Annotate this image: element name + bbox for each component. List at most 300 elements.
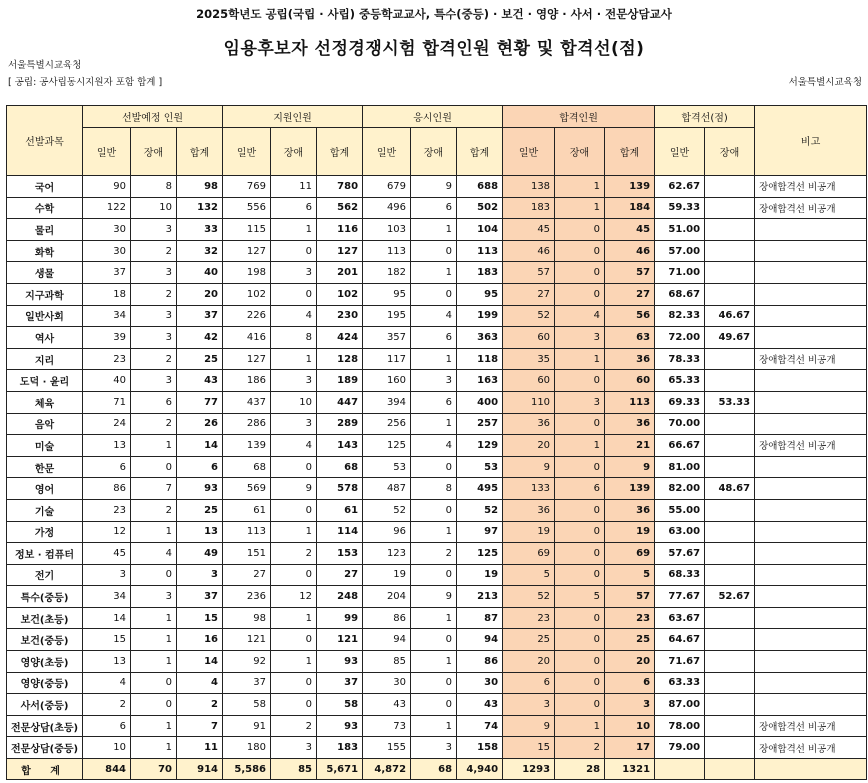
- cell-takers-total: 118: [457, 348, 503, 370]
- cell-cutoff-disabled: [705, 413, 755, 435]
- cell-takers-total: 97: [457, 521, 503, 543]
- cell-remarks: [755, 478, 867, 500]
- cell-applicants-total: 578: [317, 478, 363, 500]
- cell-passers-total: 5: [605, 564, 655, 586]
- cell-planned-general: 18: [83, 283, 131, 305]
- cell-takers-disabled: 1: [411, 413, 457, 435]
- cell-remarks: [755, 219, 867, 241]
- cell-passers-disabled: 3: [555, 327, 605, 349]
- cell-cutoff-general: 78.00: [655, 715, 705, 737]
- cell-cutoff-general: 55.00: [655, 499, 705, 521]
- cell-applicants-general: 92: [223, 651, 271, 673]
- table-row: [7, 651, 867, 673]
- cell-takers-general: 204: [363, 586, 411, 608]
- cell-planned-total: 49: [177, 543, 223, 565]
- cell-cutoff-disabled: [705, 348, 755, 370]
- cell-passers-general: 183: [503, 197, 555, 219]
- cell-planned-disabled: 3: [131, 370, 177, 392]
- top-title: 2025학년도 공립(국립 · 사립) 중등학교교사, 특수(중등) · 보건 · 영양 · 사서 · 전문상담교사: [196, 7, 672, 21]
- cell-takers-total: 19: [457, 564, 503, 586]
- cell-takers-disabled: 0: [411, 240, 457, 262]
- cell-cutoff-disabled: [705, 672, 755, 694]
- cell-cutoff-disabled: [705, 283, 755, 305]
- cell-applicants-disabled: 4: [271, 305, 317, 327]
- cell-applicants-general: 226: [223, 305, 271, 327]
- cell-planned-general: 844: [83, 759, 131, 780]
- cell-takers-disabled: 4: [411, 305, 457, 327]
- cell-planned-general: 10: [83, 737, 131, 759]
- table-row: [7, 564, 867, 586]
- cell-planned-disabled: 2: [131, 348, 177, 370]
- cell-passers-disabled: 0: [555, 651, 605, 673]
- table-row: [7, 586, 867, 608]
- cell-subject: 역사: [7, 327, 83, 349]
- cell-passers-total: 21: [605, 435, 655, 457]
- cell-remarks: [755, 327, 867, 349]
- cell-cutoff-general: 63.33: [655, 672, 705, 694]
- cell-passers-disabled: 0: [555, 370, 605, 392]
- cell-takers-disabled: 6: [411, 327, 457, 349]
- cell-takers-disabled: 1: [411, 651, 457, 673]
- cell-planned-disabled: 2: [131, 499, 177, 521]
- cell-planned-total: 37: [177, 305, 223, 327]
- cell-passers-disabled: 0: [555, 543, 605, 565]
- cell-remarks: [755, 391, 867, 413]
- cell-planned-disabled: 0: [131, 694, 177, 716]
- cell-cutoff-general: 87.00: [655, 694, 705, 716]
- cell-remarks: [755, 262, 867, 284]
- cell-cutoff-general: 71.67: [655, 651, 705, 673]
- cell-passers-general: 3: [503, 694, 555, 716]
- cell-applicants-general: 286: [223, 413, 271, 435]
- cell-planned-total: 98: [177, 176, 223, 198]
- cell-passers-disabled: 0: [555, 672, 605, 694]
- cell-passers-total: 113: [605, 391, 655, 413]
- cell-planned-total: 16: [177, 629, 223, 651]
- cell-applicants-total: 447: [317, 391, 363, 413]
- cell-takers-total: 95: [457, 283, 503, 305]
- cell-passers-total: 27: [605, 283, 655, 305]
- cell-planned-general: 30: [83, 219, 131, 241]
- cell-takers-disabled: 3: [411, 737, 457, 759]
- cell-planned-general: 90: [83, 176, 131, 198]
- cell-remarks: [755, 499, 867, 521]
- cell-takers-disabled: 1: [411, 607, 457, 629]
- cell-takers-disabled: 0: [411, 283, 457, 305]
- cell-applicants-disabled: 3: [271, 737, 317, 759]
- cell-planned-disabled: 1: [131, 651, 177, 673]
- cell-applicants-disabled: 12: [271, 586, 317, 608]
- cell-planned-total: 2: [177, 694, 223, 716]
- cell-passers-disabled: 0: [555, 499, 605, 521]
- cell-applicants-disabled: 8: [271, 327, 317, 349]
- header-subject: 선발과목: [7, 106, 83, 176]
- cell-applicants-total: 58: [317, 694, 363, 716]
- cell-remarks: 장애합격선 비공개: [755, 435, 867, 457]
- cell-takers-total: 400: [457, 391, 503, 413]
- cell-planned-general: 13: [83, 651, 131, 673]
- office-name-left: 서울특별시교육청: [8, 60, 82, 71]
- sum-row: [7, 759, 867, 780]
- cell-cutoff-disabled: [705, 370, 755, 392]
- cell-cutoff-general: 63.00: [655, 521, 705, 543]
- cell-planned-total: 4: [177, 672, 223, 694]
- cell-passers-disabled: 0: [555, 521, 605, 543]
- table-note: [ 공립: 공사립동시지원자 포함 합계 ]: [8, 77, 163, 88]
- cell-passers-disabled: 0: [555, 456, 605, 478]
- cell-applicants-general: 91: [223, 715, 271, 737]
- subheader-total: 합계: [605, 128, 655, 176]
- cell-takers-general: 125: [363, 435, 411, 457]
- cell-cutoff-disabled: 49.67: [705, 327, 755, 349]
- cell-subject: 전기: [7, 564, 83, 586]
- cell-passers-general: 133: [503, 478, 555, 500]
- cell-passers-disabled: 0: [555, 694, 605, 716]
- cell-takers-general: 679: [363, 176, 411, 198]
- cell-passers-disabled: 3: [555, 391, 605, 413]
- subheader-disabled: 장애: [271, 128, 317, 176]
- cell-takers-disabled: 9: [411, 586, 457, 608]
- cell-planned-disabled: 1: [131, 607, 177, 629]
- cell-takers-total: 53: [457, 456, 503, 478]
- cell-takers-total: 4,940: [457, 759, 503, 780]
- cell-planned-disabled: 1: [131, 629, 177, 651]
- cell-passers-total: 139: [605, 478, 655, 500]
- cell-takers-general: 96: [363, 521, 411, 543]
- cell-remarks: 장애합격선 비공개: [755, 737, 867, 759]
- cell-applicants-disabled: 85: [271, 759, 317, 780]
- header-cutoff: 합격선(점): [655, 106, 755, 128]
- subheader-general: 일반: [83, 128, 131, 176]
- cell-applicants-general: 186: [223, 370, 271, 392]
- cell-passers-disabled: 0: [555, 262, 605, 284]
- cell-subject: 지리: [7, 348, 83, 370]
- cell-applicants-total: 114: [317, 521, 363, 543]
- cell-planned-total: 14: [177, 651, 223, 673]
- cell-passers-general: 20: [503, 651, 555, 673]
- cell-applicants-disabled: 1: [271, 521, 317, 543]
- cell-applicants-total: 189: [317, 370, 363, 392]
- cell-cutoff-disabled: [705, 694, 755, 716]
- cell-cutoff-disabled: [705, 543, 755, 565]
- cell-remarks: [755, 629, 867, 651]
- cell-passers-general: 35: [503, 348, 555, 370]
- cell-takers-general: 4,872: [363, 759, 411, 780]
- cell-passers-general: 15: [503, 737, 555, 759]
- cell-cutoff-general: 59.33: [655, 197, 705, 219]
- cell-cutoff-general: 65.33: [655, 370, 705, 392]
- header-remarks: 비고: [755, 106, 867, 176]
- cell-passers-disabled: 0: [555, 240, 605, 262]
- cell-passers-total: 57: [605, 586, 655, 608]
- cell-subject: 화학: [7, 240, 83, 262]
- cell-applicants-total: 143: [317, 435, 363, 457]
- cell-takers-disabled: 0: [411, 499, 457, 521]
- cell-passers-general: 9: [503, 456, 555, 478]
- cell-remarks: [755, 521, 867, 543]
- cell-takers-disabled: 8: [411, 478, 457, 500]
- cell-passers-disabled: 2: [555, 737, 605, 759]
- cell-applicants-disabled: 0: [271, 672, 317, 694]
- cell-passers-general: 52: [503, 586, 555, 608]
- cell-takers-total: 30: [457, 672, 503, 694]
- table-row: [7, 219, 867, 241]
- cell-cutoff-disabled: [705, 435, 755, 457]
- cell-passers-total: 56: [605, 305, 655, 327]
- cell-subject: 지구과학: [7, 283, 83, 305]
- cell-passers-general: 60: [503, 370, 555, 392]
- cell-remarks: [755, 586, 867, 608]
- cell-passers-disabled: 1: [555, 348, 605, 370]
- header-planned: 선발예정 인원: [83, 106, 223, 128]
- table-row: [7, 240, 867, 262]
- cell-applicants-total: 116: [317, 219, 363, 241]
- cell-subject: 일반사회: [7, 305, 83, 327]
- cell-planned-total: 40: [177, 262, 223, 284]
- cell-applicants-disabled: 10: [271, 391, 317, 413]
- cell-takers-total: 113: [457, 240, 503, 262]
- cell-applicants-total: 183: [317, 737, 363, 759]
- cell-applicants-disabled: 11: [271, 176, 317, 198]
- cell-planned-disabled: 1: [131, 521, 177, 543]
- cell-applicants-total: 127: [317, 240, 363, 262]
- cell-applicants-disabled: 0: [271, 240, 317, 262]
- cell-planned-total: 32: [177, 240, 223, 262]
- cell-applicants-disabled: 3: [271, 370, 317, 392]
- cell-applicants-total: 102: [317, 283, 363, 305]
- cell-remarks: 장애합격선 비공개: [755, 348, 867, 370]
- cell-planned-general: 34: [83, 586, 131, 608]
- cell-planned-general: 14: [83, 607, 131, 629]
- cell-takers-disabled: 1: [411, 521, 457, 543]
- cell-applicants-total: 93: [317, 715, 363, 737]
- cell-takers-general: 496: [363, 197, 411, 219]
- cell-applicants-general: 151: [223, 543, 271, 565]
- cell-applicants-total: 27: [317, 564, 363, 586]
- cell-planned-general: 39: [83, 327, 131, 349]
- cell-remarks: [755, 370, 867, 392]
- cell-takers-total: 213: [457, 586, 503, 608]
- cell-passers-total: 36: [605, 348, 655, 370]
- cell-cutoff-disabled: [705, 176, 755, 198]
- cell-planned-general: 122: [83, 197, 131, 219]
- cell-passers-total: 25: [605, 629, 655, 651]
- cell-planned-disabled: 8: [131, 176, 177, 198]
- cell-passers-total: 60: [605, 370, 655, 392]
- cell-planned-general: 71: [83, 391, 131, 413]
- cell-takers-general: 53: [363, 456, 411, 478]
- subheader-total: 합계: [177, 128, 223, 176]
- cell-passers-total: 19: [605, 521, 655, 543]
- cell-applicants-disabled: 1: [271, 651, 317, 673]
- cell-planned-total: 11: [177, 737, 223, 759]
- cell-applicants-general: 127: [223, 348, 271, 370]
- cell-takers-general: 73: [363, 715, 411, 737]
- cell-passers-general: 25: [503, 629, 555, 651]
- cell-cutoff-disabled: [705, 456, 755, 478]
- cell-takers-general: 113: [363, 240, 411, 262]
- cell-takers-general: 195: [363, 305, 411, 327]
- cell-planned-total: 6: [177, 456, 223, 478]
- cell-cutoff-disabled: [705, 651, 755, 673]
- cell-takers-disabled: 6: [411, 391, 457, 413]
- cell-planned-disabled: 10: [131, 197, 177, 219]
- table-row: [7, 543, 867, 565]
- cell-applicants-disabled: 0: [271, 629, 317, 651]
- cell-cutoff-general: 51.00: [655, 219, 705, 241]
- cell-takers-general: 123: [363, 543, 411, 565]
- table-row: [7, 499, 867, 521]
- cell-cutoff-disabled: [705, 715, 755, 737]
- cell-applicants-general: 416: [223, 327, 271, 349]
- cell-cutoff-general: 79.00: [655, 737, 705, 759]
- cell-applicants-general: 113: [223, 521, 271, 543]
- cell-applicants-total: 121: [317, 629, 363, 651]
- cell-subject: 전문상담(중등): [7, 737, 83, 759]
- cell-passers-disabled: 1: [555, 176, 605, 198]
- cell-passers-disabled: 4: [555, 305, 605, 327]
- cell-cutoff-disabled: [705, 262, 755, 284]
- cell-planned-general: 4: [83, 672, 131, 694]
- subheader-general: 일반: [223, 128, 271, 176]
- cell-takers-general: 357: [363, 327, 411, 349]
- cell-passers-total: 17: [605, 737, 655, 759]
- cell-applicants-general: 139: [223, 435, 271, 457]
- cell-subject: 가정: [7, 521, 83, 543]
- cell-applicants-general: 437: [223, 391, 271, 413]
- cell-planned-general: 37: [83, 262, 131, 284]
- cell-subject: 한문: [7, 456, 83, 478]
- cell-takers-disabled: 0: [411, 629, 457, 651]
- cell-passers-disabled: 1: [555, 435, 605, 457]
- cell-takers-general: 394: [363, 391, 411, 413]
- cell-applicants-total: 201: [317, 262, 363, 284]
- cell-planned-general: 13: [83, 435, 131, 457]
- cell-takers-disabled: 0: [411, 694, 457, 716]
- table-row: [7, 715, 867, 737]
- cell-subject: 보건(초등): [7, 607, 83, 629]
- cell-takers-total: 495: [457, 478, 503, 500]
- cell-remarks: 장애합격선 비공개: [755, 715, 867, 737]
- cell-cutoff-disabled: [705, 607, 755, 629]
- cell-passers-total: 46: [605, 240, 655, 262]
- cell-passers-disabled: 1: [555, 715, 605, 737]
- cell-takers-total: 129: [457, 435, 503, 457]
- cell-planned-total: 33: [177, 219, 223, 241]
- cell-planned-general: 12: [83, 521, 131, 543]
- cell-planned-total: 93: [177, 478, 223, 500]
- cell-passers-disabled: 5: [555, 586, 605, 608]
- cell-remarks: [755, 759, 867, 780]
- cell-applicants-total: 37: [317, 672, 363, 694]
- table-row: [7, 694, 867, 716]
- page-title: 임용후보자 선정경쟁시험 합격인원 현황 및 합격선(점): [223, 39, 645, 59]
- cell-planned-total: 914: [177, 759, 223, 780]
- cell-cutoff-disabled: [705, 564, 755, 586]
- cell-passers-general: 1293: [503, 759, 555, 780]
- cell-passers-total: 9: [605, 456, 655, 478]
- cell-remarks: [755, 240, 867, 262]
- cell-cutoff-general: 62.67: [655, 176, 705, 198]
- cell-subject: 국어: [7, 176, 83, 198]
- cell-takers-disabled: 0: [411, 672, 457, 694]
- cell-cutoff-disabled: [705, 219, 755, 241]
- cell-planned-disabled: 3: [131, 262, 177, 284]
- cell-takers-general: 103: [363, 219, 411, 241]
- cell-applicants-general: 236: [223, 586, 271, 608]
- cell-takers-general: 487: [363, 478, 411, 500]
- cell-planned-general: 24: [83, 413, 131, 435]
- cell-applicants-disabled: 2: [271, 715, 317, 737]
- cell-planned-total: 3: [177, 564, 223, 586]
- cell-subject: 영양(중등): [7, 672, 83, 694]
- cell-cutoff-general: 68.33: [655, 564, 705, 586]
- header-applicants: 지원인원: [223, 106, 363, 128]
- cell-passers-general: 5: [503, 564, 555, 586]
- cell-applicants-disabled: 0: [271, 283, 317, 305]
- cell-applicants-general: 27: [223, 564, 271, 586]
- cell-cutoff-general: 71.00: [655, 262, 705, 284]
- cell-takers-total: 257: [457, 413, 503, 435]
- cell-passers-total: 6: [605, 672, 655, 694]
- cell-cutoff-disabled: [705, 759, 755, 780]
- cell-applicants-disabled: 6: [271, 197, 317, 219]
- cell-remarks: [755, 651, 867, 673]
- cell-planned-disabled: 3: [131, 305, 177, 327]
- cell-cutoff-general: 64.67: [655, 629, 705, 651]
- cell-takers-total: 52: [457, 499, 503, 521]
- cell-applicants-general: 61: [223, 499, 271, 521]
- cell-planned-disabled: 0: [131, 672, 177, 694]
- cell-applicants-general: 180: [223, 737, 271, 759]
- table-row: [7, 629, 867, 651]
- cell-planned-disabled: 3: [131, 586, 177, 608]
- cell-passers-general: 60: [503, 327, 555, 349]
- cell-passers-general: 46: [503, 240, 555, 262]
- cell-passers-disabled: 0: [555, 283, 605, 305]
- cell-cutoff-general: 72.00: [655, 327, 705, 349]
- cell-applicants-total: 99: [317, 607, 363, 629]
- cell-takers-general: 182: [363, 262, 411, 284]
- cell-applicants-general: 68: [223, 456, 271, 478]
- table-row: [7, 370, 867, 392]
- cell-applicants-total: 562: [317, 197, 363, 219]
- cell-passers-total: 36: [605, 499, 655, 521]
- cell-planned-total: 15: [177, 607, 223, 629]
- cell-passers-general: 138: [503, 176, 555, 198]
- cell-takers-total: 104: [457, 219, 503, 241]
- cell-cutoff-general: 82.33: [655, 305, 705, 327]
- cell-remarks: [755, 564, 867, 586]
- cell-cutoff-general: 82.00: [655, 478, 705, 500]
- cell-cutoff-disabled: 53.33: [705, 391, 755, 413]
- cell-applicants-total: 230: [317, 305, 363, 327]
- cell-subject: 전문상담(초등): [7, 715, 83, 737]
- cell-planned-disabled: 4: [131, 543, 177, 565]
- cell-passers-disabled: 6: [555, 478, 605, 500]
- cell-planned-disabled: 6: [131, 391, 177, 413]
- cell-takers-general: 52: [363, 499, 411, 521]
- cell-passers-total: 139: [605, 176, 655, 198]
- cell-takers-total: 74: [457, 715, 503, 737]
- cell-takers-disabled: 3: [411, 370, 457, 392]
- subheader-general: 일반: [655, 128, 705, 176]
- table-row: [7, 283, 867, 305]
- cell-cutoff-disabled: 46.67: [705, 305, 755, 327]
- cell-applicants-general: 37: [223, 672, 271, 694]
- cell-remarks: 장애합격선 비공개: [755, 197, 867, 219]
- cell-applicants-general: 556: [223, 197, 271, 219]
